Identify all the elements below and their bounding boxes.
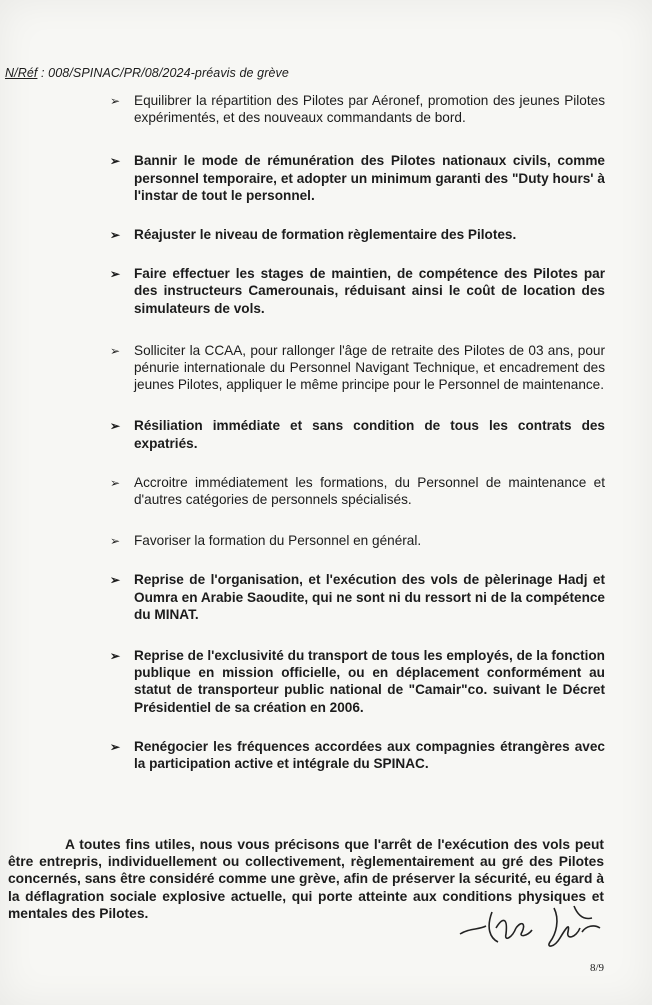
arrow-bullet-icon: ➢ [110, 228, 121, 243]
list-item [110, 738, 605, 772]
arrow-bullet-icon: ➢ [110, 573, 121, 588]
arrow-bullet-icon: ➢ [110, 419, 121, 434]
item-text: Bannir le mode de rémunération des Pilotes nationaux civils, comme personnel temporaire, et adopter un minimum garanti des "Duty hours' à l'instar de tout le personnel. [134, 153, 605, 203]
item-text: Réajuster le niveau de formation règlementaire des Pilotes. [134, 227, 517, 243]
reference-line [5, 66, 289, 80]
arrow-bullet-icon: ➢ [110, 94, 121, 108]
list-item [110, 474, 605, 508]
arrow-bullet-icon: ➢ [110, 343, 121, 358]
item-text: Equilibrer la répartition des Pilotes par Aéronef, promotion des jeunes Pilotes expérimentés, et des nouveaux commandants de bord. [134, 93, 605, 126]
list-item [110, 152, 605, 204]
item-text: Résiliation immédiate et sans condition de tous les contrats des expatriés. [134, 418, 605, 451]
list-item [110, 92, 605, 126]
arrow-bullet-icon: ➢ [110, 267, 121, 282]
reference-label: N/Réf [5, 66, 38, 80]
list-item [110, 417, 605, 451]
item-text: Accroitre immédiatement les formations, du Personnel de maintenance et d'autres catégories de personnels spécialisés. [134, 474, 605, 508]
signature-icon [456, 898, 606, 954]
item-text: Solliciter la CCAA, pour rallonger l'âge de retraite des Pilotes de 03 ans, pour pénurie internationale du Personnel Navigant Technique, et encadrement des jeunes Pilotes, appliquer le même principe pour le Personnel de maintenance. [134, 342, 605, 393]
list-item [110, 342, 605, 394]
reference-value: : 008/SPINAC/PR/08/2024-préavis de grève [37, 66, 289, 80]
item-text: Favoriser la formation du Personnel en général. [134, 533, 422, 549]
item-text: Renégocier les fréquences accordées aux compagnies étrangères avec la participation active et intégrale du SPINAC. [134, 738, 605, 772]
arrow-bullet-icon: ➢ [110, 649, 121, 664]
item-text: Reprise de l'organisation, et l'exécution des vols de pèlerinage Hadj et Oumra en Arabie Saoudite, qui ne sont ni du ressort ni de la compétence du MINAT. [134, 572, 605, 622]
list-item [110, 226, 605, 243]
item-text: Faire effectuer les stages de maintien, de compétence des Pilotes par des instructeurs Camerounais, réduisant ainsi le coût de location des simulateurs de vols. [134, 266, 605, 316]
closing-text: A toutes fins utiles, nous vous précisons que l'arrêt de l'exécution des vols peut être entrepris, individuellement ou collectivement, règlementairement au gré des Pilotes concernés, sans être considéré comme une grève, afin de préserver la sécurité, eu égard à la déflagration sociale explosive actuelle, qui porte atteinte aux conditions physiques et mentales des Pilotes. [8, 837, 604, 921]
demands-list [110, 92, 605, 772]
list-item [110, 647, 605, 716]
list-item [110, 265, 605, 317]
page-number: 8/9 [590, 962, 605, 974]
arrow-bullet-icon: ➢ [110, 534, 121, 549]
arrow-bullet-icon: ➢ [110, 475, 121, 490]
list-item [110, 532, 605, 549]
arrow-bullet-icon: ➢ [110, 739, 121, 754]
arrow-bullet-icon: ➢ [110, 154, 121, 169]
item-text: Reprise de l'exclusivité du transport de tous les employés, de la fonction publique en mission officielle, ou en déplacement conformément au statut de transporteur public national de "Camair"co. suivant le Décret Présidentiel de sa création en 2006. [134, 648, 605, 715]
list-item [110, 571, 605, 623]
